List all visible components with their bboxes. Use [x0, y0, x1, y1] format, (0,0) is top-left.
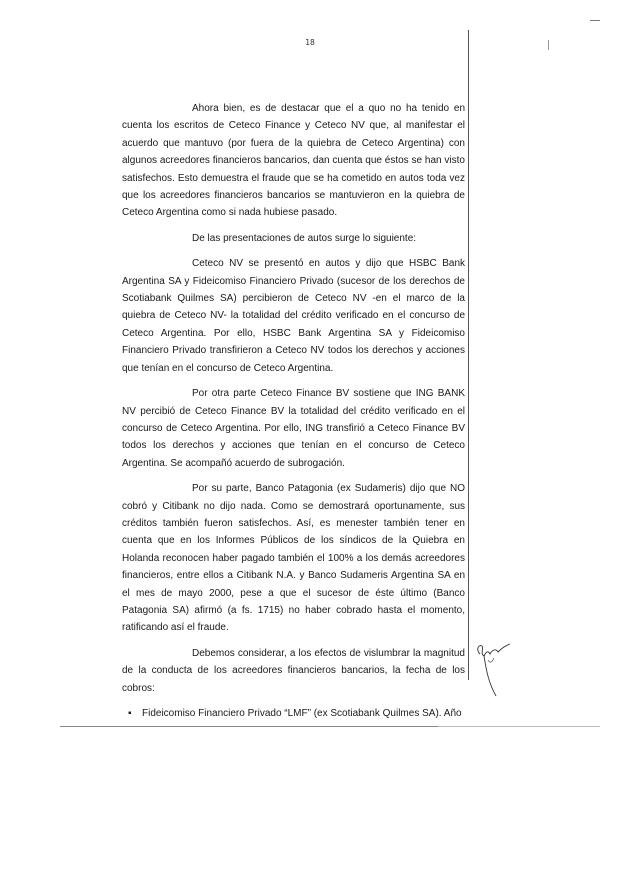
paragraph-4: Por otra parte Ceteco Finance BV sostiene que ING BANK NV percibió de Ceteco Finance BV la totalidad del crédito verificado en el concurso de Ceteco Argentina. Por ello, ING transfirió a Ceteco Finance BV todos los derechos y acciones que tenían en el concurso de Ceteco Argentina. Se acompañó acuerdo de subrogación. — [122, 388, 465, 469]
bullet-item — [122, 705, 465, 722]
document-body — [122, 100, 465, 722]
handwritten-signature — [474, 640, 514, 700]
page-number: 18 — [305, 38, 315, 47]
paragraph-2: De las presentaciones de autos surge lo siguiente: — [192, 232, 417, 244]
paragraph-3: Ceteco NV se presentó en autos y dijo que HSBC Bank Argentina SA y Fideicomiso Financiero Privado (sucesor de los derechos de Scotiabank Quilmes SA) percibieron de Ceteco NV -en el marco de la quiebra de Ceteco NV- la totalidad del crédito verificado en el concurso de Ceteco Argentina. Por ello, HSBC Bank Argentina SA y Fideicomiso Financiero Privado transfirieron a Ceteco NV todos los derechos y acciones que tenían en el concurso de Ceteco Argentina. — [122, 258, 465, 374]
bullet-text: Fideicomiso Financiero Privado “LMF” (ex Scotiabank Quilmes SA). Año — [142, 708, 462, 719]
top-right-mark — [590, 20, 600, 21]
bottom-rule — [60, 726, 600, 727]
margin-line — [468, 30, 469, 680]
paragraph-6: Debemos considerar, a los efectos de vislumbrar la magnitud de la conducta de los acreedores financieros bancarios, la fecha de los cobros: — [122, 647, 465, 694]
paragraph-1: Ahora bien, es de destacar que el a quo no ha tenido en cuenta los escritos de Ceteco Finance y Ceteco NV que, al manifestar el acuerdo que mantuvo (por fuera de la quiebra de Ceteco Argentina) con algunos acreedores financieros bancarios, dan cuenta que éstos se han visto satisfechos. Esto demuestra el fraude que se ha cometido en autos toda vez que los acreedores financieros bancarios se mantuvieron en la quiebra de Ceteco Argentina como si nada hubiese pasado. — [122, 103, 465, 219]
bullet-icon: ▪ — [128, 708, 132, 719]
paragraph-5: Por su parte, Banco Patagonia (ex Sudameris) dijo que NO cobró y Citibank no dijo nada. Como se demostrará oportunamente, sus créditos también fueron satisfechos. Así, es menester también tener en cuenta que en los Informes Públicos de los síndicos de la Quiebra en Holanda reconocen haber pagado también el 100% a los demás acreedores financieros, entre ellos a Citibank N.A. y Banco Sudameris Argentina SA en el mes de mayo 2000, pese a que el sucesor de éste último (Banco Patagonia SA) afirmó (a fs. 1715) no haber cobrado hasta el momento, ratificando así el fraude. — [122, 483, 465, 634]
